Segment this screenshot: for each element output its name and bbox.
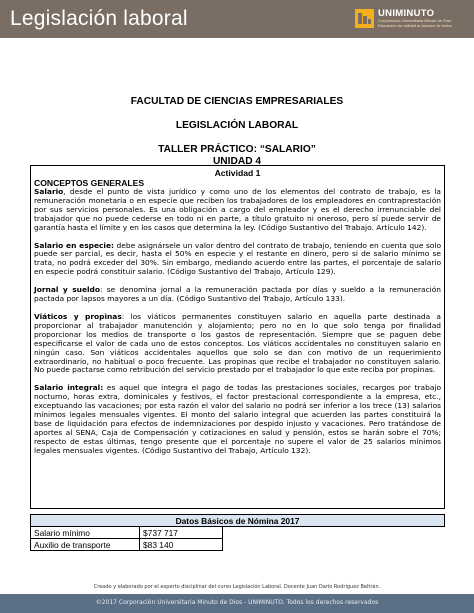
paragraph-jornal-sueldo — [34, 286, 441, 304]
uniminuto-logo-icon — [355, 9, 374, 28]
term: Salario integral: — [34, 383, 104, 393]
activity-box — [30, 165, 445, 509]
workshop-title: TALLER PRÁCTICO: “SALARIO” — [158, 144, 316, 155]
table-row — [31, 539, 445, 551]
table-header-row — [31, 515, 445, 527]
general-concepts-title: CONCEPTOS GENERALES — [34, 178, 145, 188]
activity-title: Actividad 1 — [214, 168, 261, 178]
row-label: Auxilio de transporte — [31, 539, 140, 551]
subject-title: LEGISLACIÓN LABORAL — [175, 120, 299, 131]
author-credit: Creado y elaborado por el experto disciplinar del curso Legislación Laboral. Docente Juan Darío Rodríguez Beltrán. — [93, 584, 381, 590]
paragraph-salario-especie — [34, 242, 441, 278]
definition: es aquel que integra el pago de todas las prestaciones sociales, recargos por trabajo nocturno, horas extra, dominicales y festivos, el factor prestacional correspondiente a la empresa, etc., exceptuando las vacaciones; por esta razón el valor del salario no podrá ser inferior a los trece (13) salarios mínimos legales mensuales vigentes. El monto del salario integral que acuerden las partes constituirá la base de liquidación para efectos de indemnizaciones por despido injusto y vacaciones. Pero tratándose de aportes al SENA, Caja de Compensación y cotizaciones en salud y pensión, estos se harán sobre el 70%; respecto de estas últimas, tengo presente que el porcentaje no supere el valor de 25 salarios mínimos legales mensuales vigentes. (Código Sustantivo del Trabajo, Artículo 132). — [34, 383, 441, 455]
definition: : los viáticos permanentes constituyen salario en aquella parte destinada a proporcionar al trabajador manutención y alojamiento; pero no en lo que solo tenga por finalidad proporcionar los medios de transporte o los gastos de representación. Siempre que se paguen debe especificarse el valor de cada uno de estos conceptos. Los viáticos accidentales no constituyen salario en ningún caso. Son viáticos accidentales aquellos que solo se dan con motivo de un requerimiento extraordinario, no habitual o poco frecuente. Las propinas que recibe el trabajador no constituyen salario. No puede pactarse como retribución del servicio prestado por el trabajador lo que este reciba por propinas. — [34, 311, 441, 375]
term: Viáticos y propinas — [34, 311, 122, 321]
header-title: Legislación laboral — [10, 7, 188, 30]
logo-name: UNIMINUTO — [378, 8, 435, 19]
paragraph-salario — [34, 188, 441, 233]
definition: debe asignársele un valor dentro del contrato de trabajo, teniendo en cuenta que solo puede ser parcial, es decir, hasta el 50% en especie y el restante en dinero, pero si de salario mínimo se trata, no podrá exceder del 30%. Sin embargo, mediando acuerdo entre las partes, el porcentaje de salario en especie podrá constituir salario. (Código Sustantivo del Trabajo, Artículo 129). — [34, 240, 442, 277]
term: Jornal y sueldo — [34, 285, 100, 295]
logo-subtitle: Corporación Universitaria Minuto de Dios · Educación de calidad al alcance de todos — [378, 18, 454, 28]
table-title: Datos Básicos de Nómina 2017 — [31, 515, 445, 527]
row-value: $737 717 — [140, 527, 223, 539]
paragraph-viaticos-propinas — [34, 313, 441, 375]
payroll-table — [30, 514, 445, 551]
footer-bar — [0, 594, 474, 613]
row-label: Salario mínimo — [31, 527, 140, 539]
uniminuto-logo — [355, 7, 467, 31]
document-titles — [0, 96, 474, 167]
unit-title: UNIDAD 4 — [212, 156, 262, 167]
term: Salario en especie: — [34, 240, 114, 250]
paragraph-salario-integral — [34, 384, 441, 455]
faculty-title: FACULTAD DE CIENCIAS EMPRESARIALES — [130, 96, 344, 107]
row-spacer — [223, 527, 445, 539]
row-spacer — [223, 539, 445, 551]
copyright-text: ©2017 Corporación Universitaria Minuto de Dios - UNIMINUTO. Todos los derechos reservados — [95, 599, 379, 606]
term: Salario — [34, 187, 64, 196]
definition: , desde el punto de vista jurídico y como uno de los elementos del contrato de trabajo, es la remuneración monetaria o en especie que reciben los trabajadores de los empleadores en contraprestación por sus servicios personales. Es una obligación a cargo del empleador y es el derecho irrenunciable del trabajador que no puede cederse en todo ni en parte, a título gratuito ni oneroso, pero sí puede servir de garantía hasta el límite y en los casos que determina la ley. (Código Sustantivo del Trabajo. Artículo 142). — [34, 187, 441, 232]
row-value: $83 140 — [140, 539, 223, 551]
table-row — [31, 527, 445, 539]
header-bar — [0, 0, 474, 38]
definition: : se denomina jornal a la remuneración pactada por días y sueldo a la remuneración pactada por lapsos mayores a un día. (Código Sustantivo del Trabajo, Artículo 133). — [34, 285, 442, 304]
